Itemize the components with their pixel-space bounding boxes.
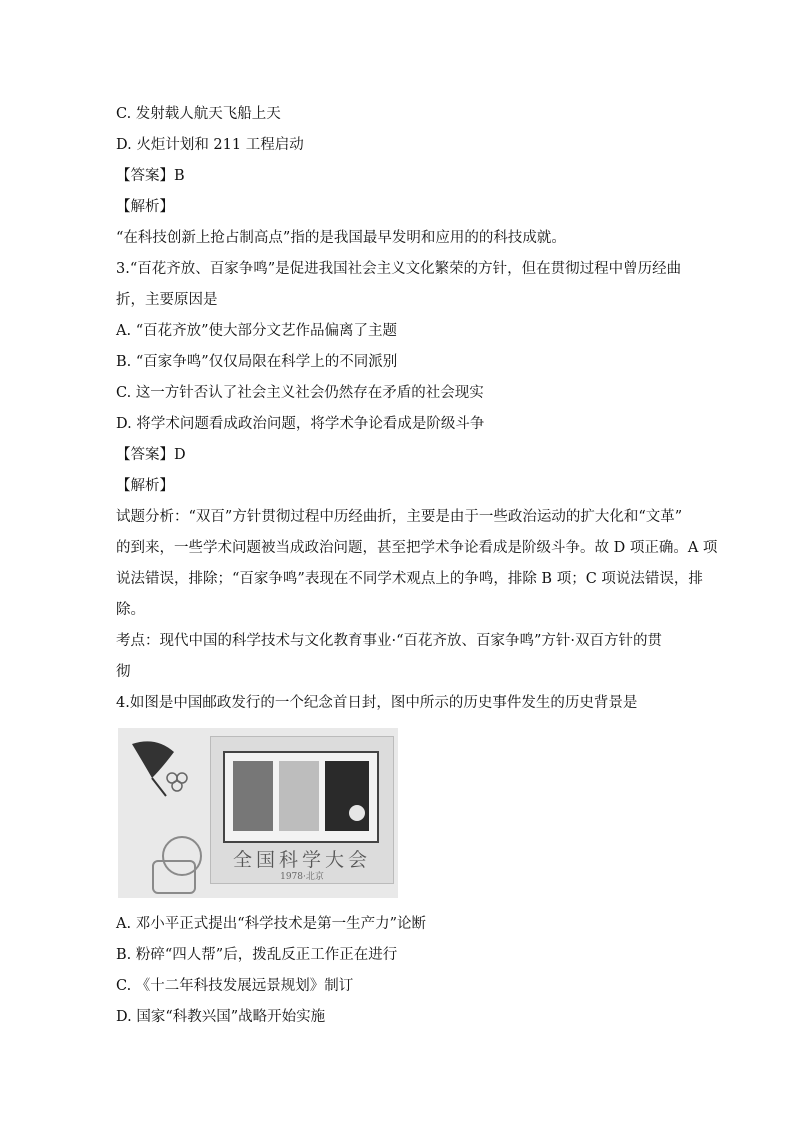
stamp-picture: [325, 761, 369, 831]
q4-option-a: A. 邓小平正式提出“科学技术是第一生产力”论断: [116, 916, 427, 932]
q3-option-b: B. “百家争鸣”仅仅局限在科学上的不同派别: [116, 354, 398, 370]
flag-emblem-icon: [126, 738, 198, 800]
analysis-3-line-2: 的到来，一些学术问题被当成政治问题，甚至把学术争论看成是阶级斗争。故 D 项正确。A 项: [116, 540, 718, 556]
kaodian-line-1: 考点：现代中国的科学技术与文化教育事业·“百花齐放、百家争鸣”方针·双百方针的贯: [116, 633, 663, 649]
option-d-prev: D. 火炬计划和 211 工程启动: [116, 137, 304, 153]
analysis-label-2: 【解析】: [116, 199, 174, 215]
q3-option-a: A. “百花齐放”使大部分文艺作品偏离了主题: [116, 323, 398, 339]
kaodian-line-2: 彻: [116, 664, 131, 680]
stamp-caption: 全国科学大会: [232, 849, 371, 871]
stamp-frame: [223, 751, 379, 843]
analysis-label-3: 【解析】: [116, 478, 174, 494]
stamp-year: 1978·北京: [280, 872, 324, 882]
question-4-stem: 4.如图是中国邮政发行的一个纪念首日封，图中所示的历史事件发生的历史背景是: [116, 695, 638, 711]
analysis-text-2: “在科技创新上抢占制高点”指的是我国最早发明和应用的的科技成就。: [116, 230, 566, 246]
answer-label-3: 【答案】D: [116, 447, 186, 463]
analysis-3-line-3: 说法错误，排除；“百家争鸣”表现在不同学术观点上的争鸣，排除 B 项；C 项说法错误，排: [116, 571, 703, 587]
stamp-sheet: [210, 736, 394, 884]
analysis-3-line-1: 试题分析：“双百”方针贯彻过程中历经曲折，主要是由于一些政治运动的扩大化和“文革”: [116, 509, 683, 525]
option-c-prev: C. 发射载人航天飞船上天: [116, 106, 281, 122]
question-3-line-2: 折，主要原因是: [116, 292, 218, 308]
question-3-line-1: 3.“百花齐放、百家争鸣”是促进我国社会主义文化繁荣的方针，但在贯彻过程中曾历经曲: [116, 261, 682, 277]
q3-option-d: D. 将学术问题看成政治问题，将学术争论看成是阶级斗争: [116, 416, 485, 432]
globe-icon: [349, 805, 365, 821]
stamp-picture: [233, 761, 273, 831]
postmark-icon: [152, 860, 196, 894]
analysis-3-line-4: 除。: [116, 602, 145, 618]
q4-option-d: D. 国家“科教兴国”战略开始实施: [116, 1009, 326, 1025]
q4-option-c: C. 《十二年科技发展远景规划》制订: [116, 978, 354, 994]
stamp-picture: [279, 761, 319, 831]
answer-label-2: 【答案】B: [116, 168, 185, 184]
q4-option-b: B. 粉碎“四人帮”后，拨乱反正工作正在进行: [116, 947, 398, 963]
first-day-cover-image: [118, 728, 398, 898]
q3-option-c: C. 这一方针否认了社会主义社会仍然存在矛盾的社会现实: [116, 385, 484, 401]
